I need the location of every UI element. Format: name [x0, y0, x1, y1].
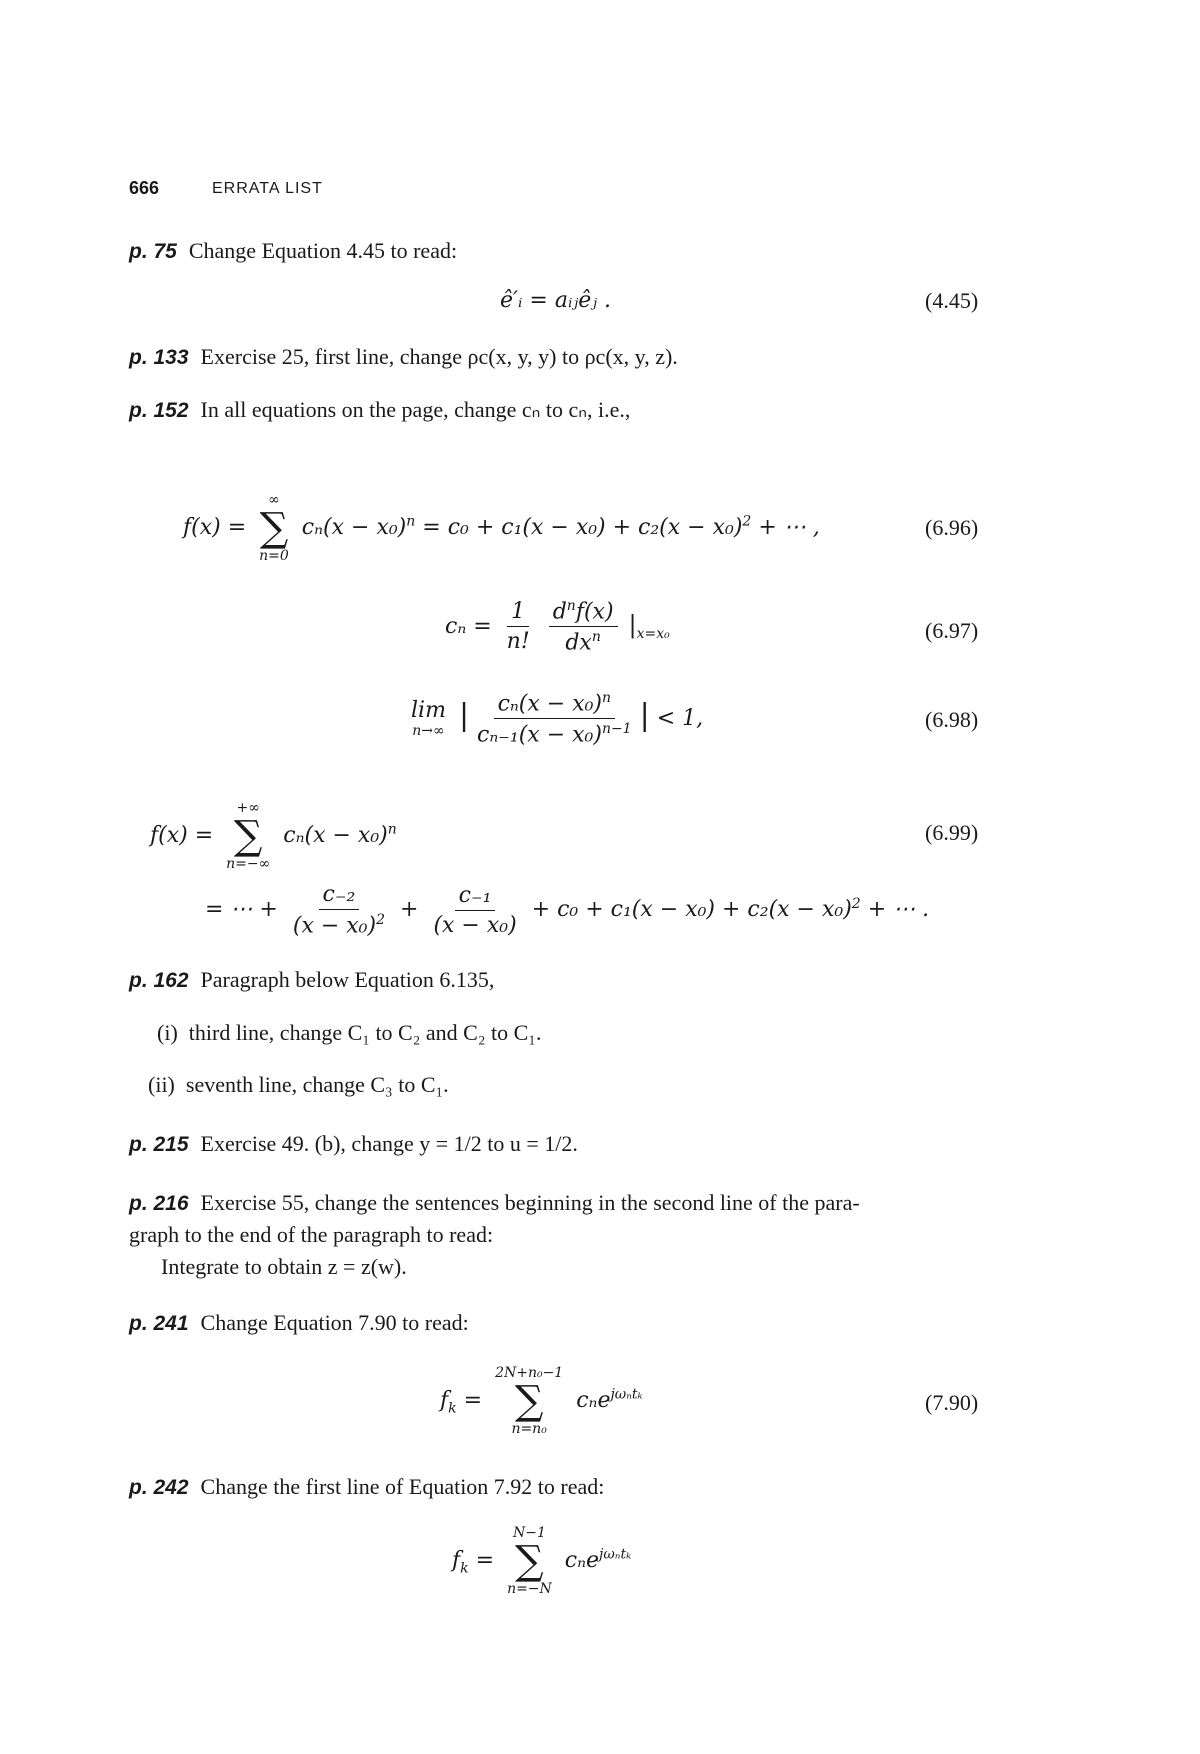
entry-text: Change Equation 4.45 to read: [188, 238, 458, 263]
page-ref: p. 216 [129, 1192, 189, 1215]
page-ref: p. 242 [129, 1476, 189, 1499]
entry-text: Change the first line of Equation 7.92 to read: [200, 1474, 605, 1499]
entry-text: In all equations on the page, change cₙ to cₙ, i.e., [200, 397, 631, 422]
entry-p162 [129, 967, 494, 993]
entry-p215 [129, 1131, 578, 1157]
page-number: 666 [129, 178, 160, 198]
entry-p152 [129, 397, 630, 423]
equation-6-99: f(x) = +∞ ∑ n=−∞ $c_n(x - x_0)^n$ [150, 800, 397, 872]
equation-number: (7.90) [925, 1390, 979, 1415]
equation-number: (6.97) [925, 618, 979, 643]
entry-text: Change Equation 7.90 to read: [200, 1310, 469, 1335]
list-item: (i) third line, change C₁ to C₂ and C₂ to C₁. [157, 1020, 542, 1045]
entry-p241 [129, 1310, 469, 1336]
summation-symbol: ∞ ∑ n=0 [259, 492, 289, 564]
entry-p75 [129, 238, 457, 264]
equation-6-99-line2: = ⋯ + $\frac{\text{c₋₂}}{(x - x_0)^2}$ + $\frac{\text{c₋₁}}{\text{(x − x₀)}}$ + $c_0 + c_1(x - x_0) + c_2(x - x_0)^2$ + ⋯ . [205, 882, 930, 939]
equation-7-92: $f_k$ = N−1 ∑ n=−N cₙe$^{j\omega_nt_k}$ [452, 1525, 632, 1597]
equation-number: (6.99) [925, 820, 979, 845]
entry-text: Exercise 49. (b), change y = 1/2 to u = 1/2. [200, 1131, 578, 1156]
equation-4-45: ê′ᵢ = aᵢⱼêⱼ . [500, 288, 612, 313]
page-ref: p. 152 [129, 399, 189, 422]
equation-6-96: f(x) = ∞ ∑ n=0 $c_n(x - x_0)^n = c_0 + c_1(x - x_0) + c_2(x - x_0)^2$ + ⋯ , [183, 492, 820, 564]
entry-p216-line3: Integrate to obtain z = z(w). [161, 1254, 407, 1279]
page-ref: p. 133 [129, 346, 189, 369]
entry-text: Exercise 25, first line, change ρc(x, y, y) to ρc(x, y, z). [200, 344, 678, 369]
equation-6-98: lim n→∞ | $\frac{c_n(x - x_0)^n}{c_{n-1}(x - x_0)^{n-1}}$ | < 1, [411, 690, 704, 748]
page-ref: p. 241 [129, 1312, 189, 1335]
equation-6-97: cₙ = $\frac{1}{n!}$ $\frac{d^nf(x)}{dx^n}$ $|_{x=x_0}$ [445, 598, 670, 656]
running-title: ERRATA LIST [212, 180, 323, 197]
equation-number: (4.45) [925, 288, 979, 313]
list-item: (ii) seventh line, change C₃ to C₁. [148, 1072, 449, 1097]
entry-p133 [129, 344, 678, 370]
equation-number: (6.98) [925, 707, 979, 732]
page-ref: p. 75 [129, 240, 177, 263]
equation-7-90: $f_k$ = 2N+n₀−1 ∑ n=n₀ cₙe$^{j\omega_nt_k}$ [440, 1365, 643, 1437]
page-ref: p. 162 [129, 969, 189, 992]
entry-text: Exercise 55, change the sentences beginning in the second line of the para- [200, 1190, 860, 1215]
entry-p216 [129, 1190, 860, 1216]
entry-text: Paragraph below Equation 6.135, [200, 967, 495, 992]
page-ref: p. 215 [129, 1133, 189, 1156]
equation-number: (6.96) [925, 515, 979, 540]
entry-p216-line2: graph to the end of the paragraph to read: [129, 1222, 494, 1247]
entry-p242 [129, 1474, 604, 1500]
